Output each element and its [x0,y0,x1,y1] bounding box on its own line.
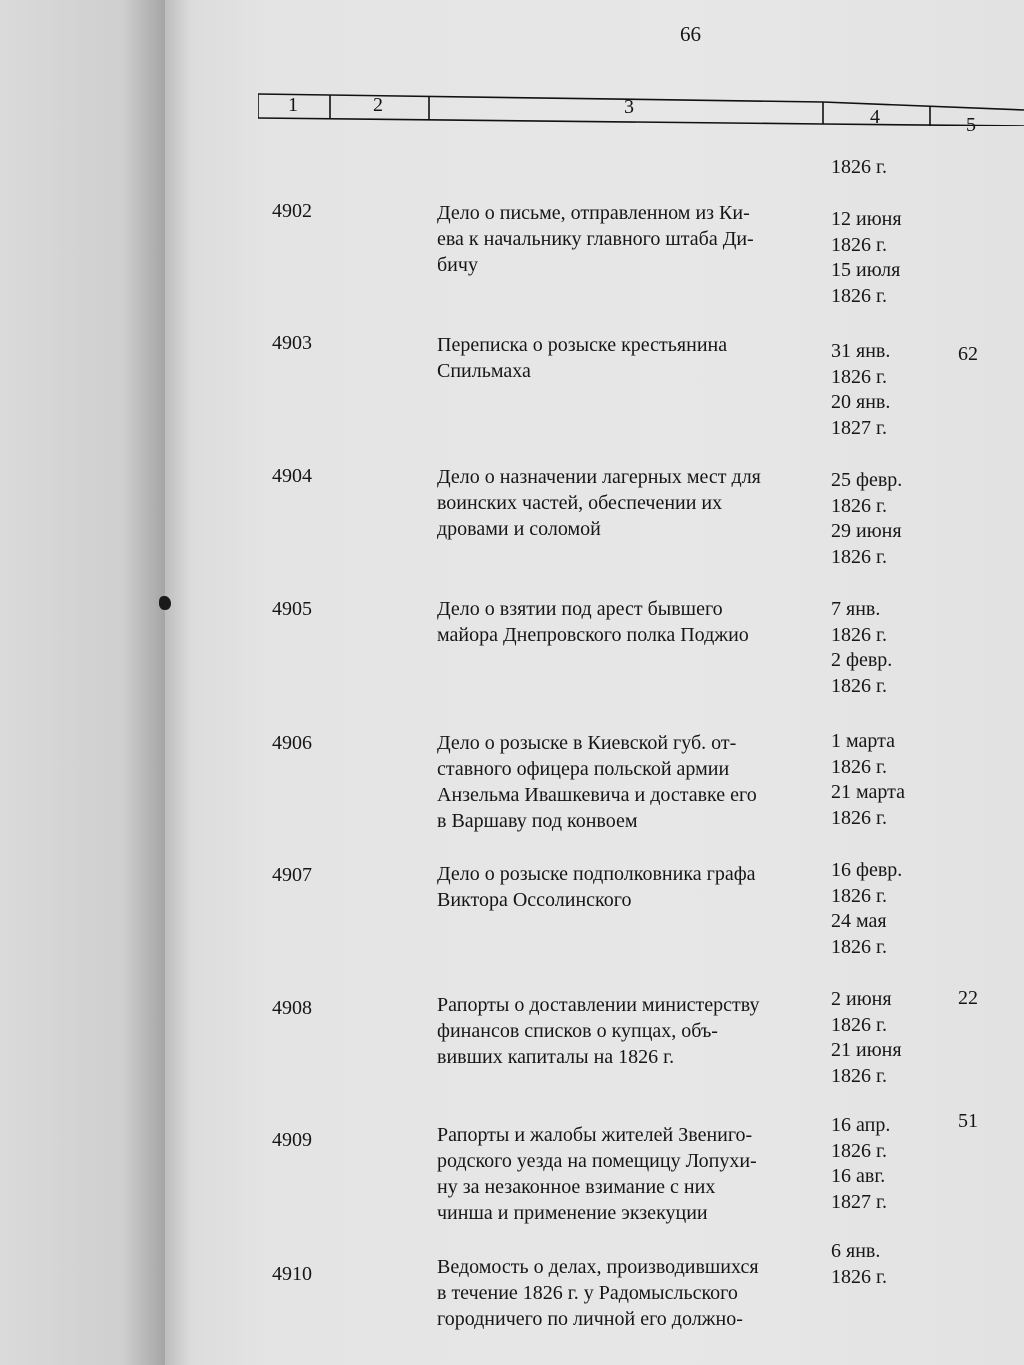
entry-dates: 2 июня 1826 г. 21 июня 1826 г. [831,988,902,1087]
entry-description: Дело о розыске подполковника графа Виктора Оссолинского [437,863,756,911]
entry-number: 4907 [272,864,312,886]
column-header-1: 1 [288,94,298,116]
entry-number: 4906 [272,732,312,754]
top-date: 1826 г. [831,156,887,178]
column-header-row [258,88,1024,136]
entry-dates: 16 апр. 1826 г. 16 авг. 1827 г. [831,1114,891,1213]
entry-description: Дело о назначении лагерных мест для воинских частей, обеспечении их дровами и соломой [437,466,761,540]
entry-extra: 22 [958,987,978,1009]
entry-dates: 12 июня 1826 г. 15 июля 1826 г. [831,208,902,307]
column-header-3: 3 [624,96,634,118]
entry-number: 4902 [272,200,312,222]
entry-number: 4908 [272,997,312,1019]
entry-dates: 25 февр. 1826 г. 29 июня 1826 г. [831,469,903,568]
entry-number: 4909 [272,1129,312,1151]
column-header-2: 2 [373,94,383,116]
entry-description: Ведомость о делах, производившихся в течение 1826 г. у Радомысльского городничего по личной его должно- [437,1256,759,1330]
entry-number: 4905 [272,598,312,620]
entry-number: 4910 [272,1263,312,1285]
entry-dates: 31 янв. 1826 г. 20 янв. 1827 г. [831,340,891,439]
entry-number: 4904 [272,465,312,487]
entry-description: Дело о розыске в Киевской губ. от- ставного офицера польской армии Анзельма Ивашкевича и доставке его в Варшаву под конвоем [437,732,757,832]
entry-description: Переписка о розыске крестьянина Спильмаха [437,334,728,382]
entry-description: Рапорты и жалобы жителей Звениго- родского уезда на помещицу Лопухи- ну за незаконное взимание с них чинша и применение экзекуции [437,1124,757,1224]
entry-extra: 62 [958,343,978,365]
entry-description: Дело о письме, отправленном из Ки- ева к начальнику главного штаба Ди- бичу [437,202,754,276]
entry-description: Дело о взятии под арест бывшего майора Днепровского полка Поджио [437,598,749,646]
entry-description: Рапорты о доставлении министерству финансов списков о купцах, объ- вивших капиталы на 1826 г. [437,994,760,1068]
column-header-4: 4 [870,106,880,128]
entry-dates: 6 янв. 1826 г. [831,1240,887,1288]
entry-dates: 7 янв. 1826 г. 2 февр. 1826 г. [831,598,893,697]
column-header-5: 5 [966,114,976,136]
entry-dates: 1 марта 1826 г. 21 марта 1826 г. [831,730,905,829]
entry-extra: 51 [958,1110,978,1132]
ink-mark [159,596,171,610]
facing-page [0,0,175,1365]
entry-dates: 16 февр. 1826 г. 24 мая 1826 г. [831,859,903,958]
entry-number: 4903 [272,332,312,354]
page-number: 66 [680,22,701,46]
